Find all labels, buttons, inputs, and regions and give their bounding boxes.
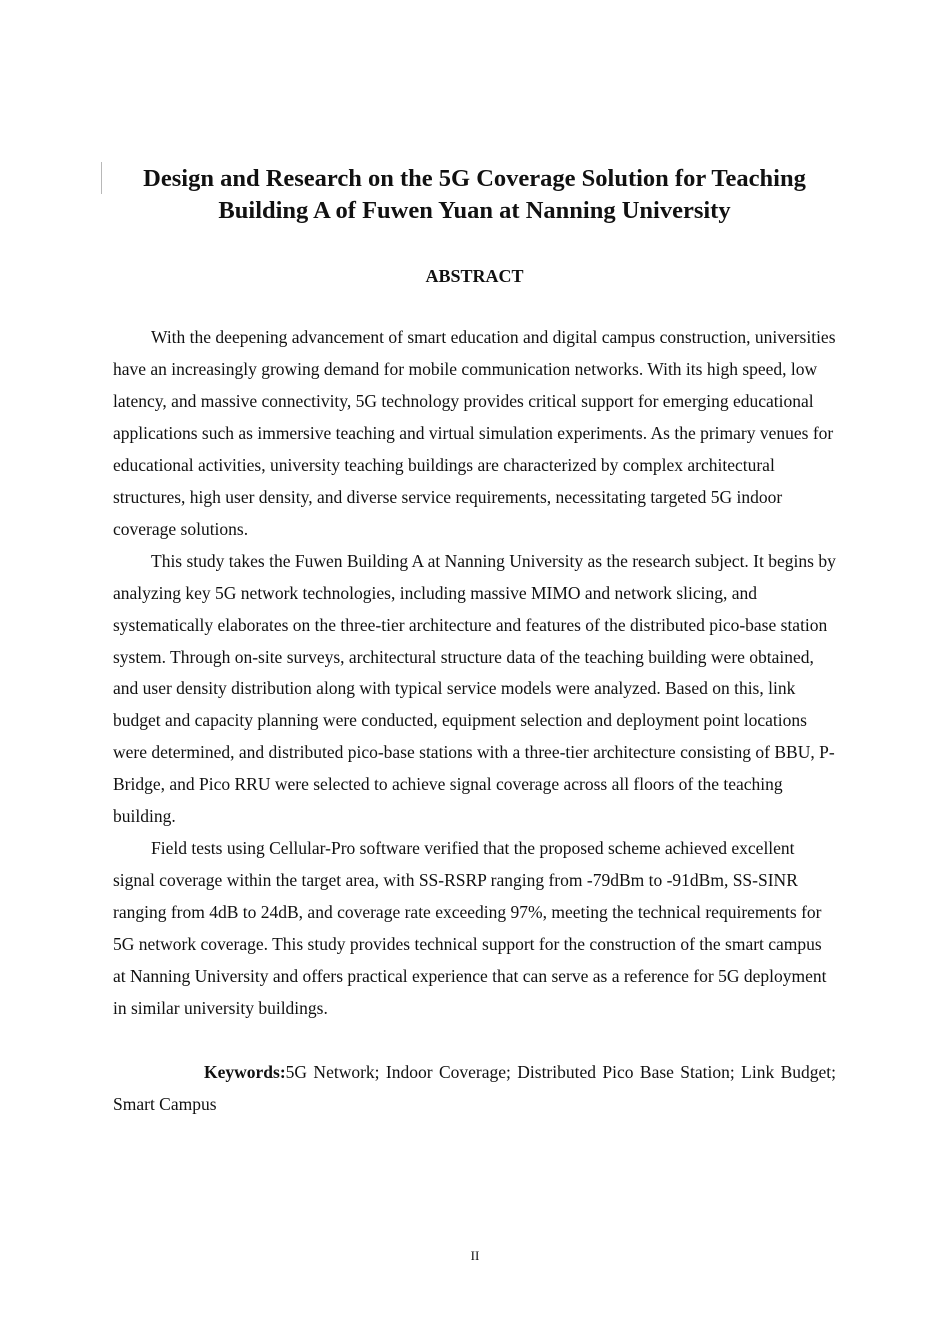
abstract-body xyxy=(113,322,836,1025)
title-margin-marker xyxy=(101,162,102,194)
abstract-paragraph-3: Field tests using Cellular-Pro software verified that the proposed scheme achieved excellent signal coverage within the target area, with SS-RSRP ranging from -79dBm to -91dBm, SS-SINR ranging from 4dB to 24dB, and coverage rate exceeding 97%, meeting the technical requirements for 5G network coverage. This study provides technical support for the construction of the smart campus at Nanning University and offers practical experience that can serve as a reference for 5G deployment in similar university buildings. xyxy=(113,838,827,1019)
abstract-paragraph-1: With the deepening advancement of smart education and digital campus construction, universities have an increasingly growing demand for mobile communication networks. With its high speed, low latency, and massive connectivity, 5G technology provides critical support for emerging educational applications such as immersive teaching and virtual simulation experiments. As the primary venues for educational activities, university teaching buildings are characterized by complex architectural structures, high user density, and diverse service requirements, necessitating targeted 5G indoor coverage solutions. xyxy=(113,327,836,539)
document-title: Design and Research on the 5G Coverage Solution for Teaching Building A of Fuwen Yuan at Nanning University xyxy=(143,165,806,224)
page-number: II xyxy=(470,1248,480,1263)
keywords-text: 5G Network; Indoor Coverage; Distributed Pico Base Station; Link Budget; Smart Campus xyxy=(113,1062,836,1114)
abstract-paragraph-2: This study takes the Fuwen Building A at Nanning University as the research subject. It begins by analyzing key 5G network technologies, including massive MIMO and network slicing, and systematically elaborates on the three-tier architecture and features of the distributed pico-base station system. Through on-site surveys, architectural structure data of the teaching building were obtained, and user density distribution along with typical service models were analyzed. Based on this, link budget and capacity planning were conducted, equipment selection and deployment point locations were determined, and distributed pico-base stations with a three-tier architecture consisting of BBU, P-Bridge, and Pico RRU were selected to achieve signal coverage across all floors of the teaching building. xyxy=(113,550,836,827)
keywords-label: Keywords: xyxy=(204,1062,286,1082)
abstract-heading: ABSTRACT xyxy=(425,266,524,286)
keywords-line xyxy=(113,1056,836,1120)
